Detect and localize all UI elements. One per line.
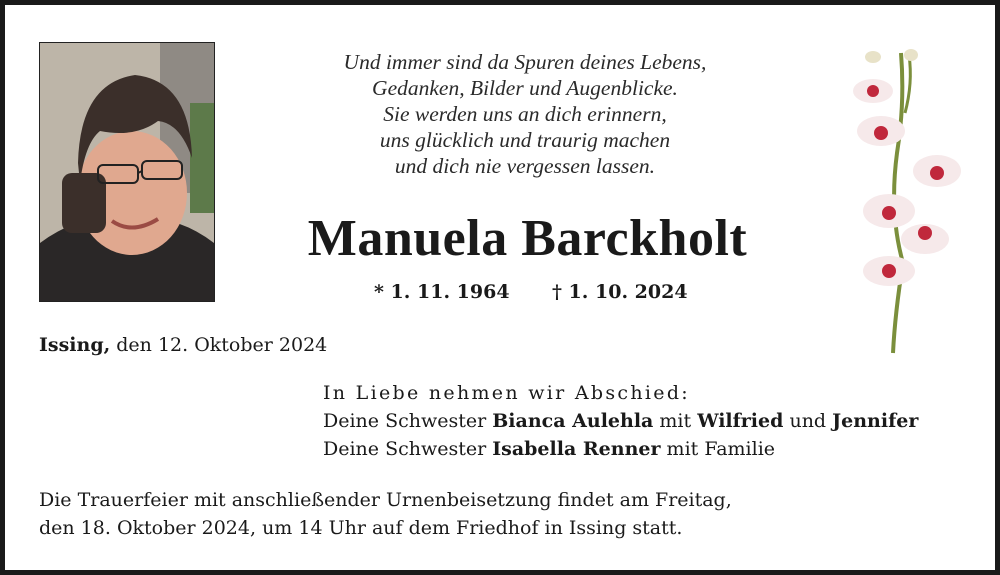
farewell-intro: In Liebe nehmen wir Abschied: bbox=[323, 382, 690, 404]
mourner-line bbox=[323, 435, 918, 463]
notice-date: den 12. Oktober 2024 bbox=[116, 334, 328, 356]
poem-line: Gedanken, Bilder und Augenblicke. bbox=[372, 76, 678, 100]
birth-date: * 1. 11. 1964 bbox=[374, 281, 510, 303]
mourners-block bbox=[323, 379, 918, 463]
mourner-name: Bianca Aulehla bbox=[492, 410, 654, 432]
connector-text: mit Familie bbox=[666, 438, 776, 460]
orchid-branch-icon bbox=[843, 43, 973, 358]
poem-line: Und immer sind da Spuren deines Lebens, bbox=[343, 50, 707, 74]
relation-label: Deine Schwester bbox=[323, 410, 487, 432]
ceremony-info bbox=[39, 486, 732, 542]
mourner-line bbox=[323, 407, 918, 435]
portrait-photo bbox=[39, 42, 215, 302]
relation-label: Deine Schwester bbox=[323, 438, 487, 460]
ceremony-line: den 18. Oktober 2024, um 14 Uhr auf dem Friedhof in Issing statt. bbox=[39, 517, 683, 539]
connector-text: mit bbox=[659, 410, 692, 432]
ceremony-line: Die Trauerfeier mit anschließender Urnenbeisetzung findet am Freitag, bbox=[39, 489, 732, 511]
poem-line: und dich nie vergessen lassen. bbox=[394, 154, 656, 178]
place-date-line bbox=[39, 334, 327, 356]
mourner-name: Wilfried bbox=[697, 410, 784, 432]
place-name: Issing, bbox=[39, 334, 111, 356]
death-date: † 1. 10. 2024 bbox=[552, 281, 688, 303]
deceased-name: Manuela Barckholt bbox=[307, 210, 748, 267]
poem-line: uns glücklich und traurig machen bbox=[379, 128, 671, 152]
poem-line: Sie werden uns an dich erinnern, bbox=[383, 102, 667, 126]
mourner-name: Jennifer bbox=[832, 410, 919, 432]
mourner-name: Isabella Renner bbox=[492, 438, 661, 460]
connector-text: und bbox=[789, 410, 827, 432]
memorial-poem bbox=[255, 49, 795, 179]
